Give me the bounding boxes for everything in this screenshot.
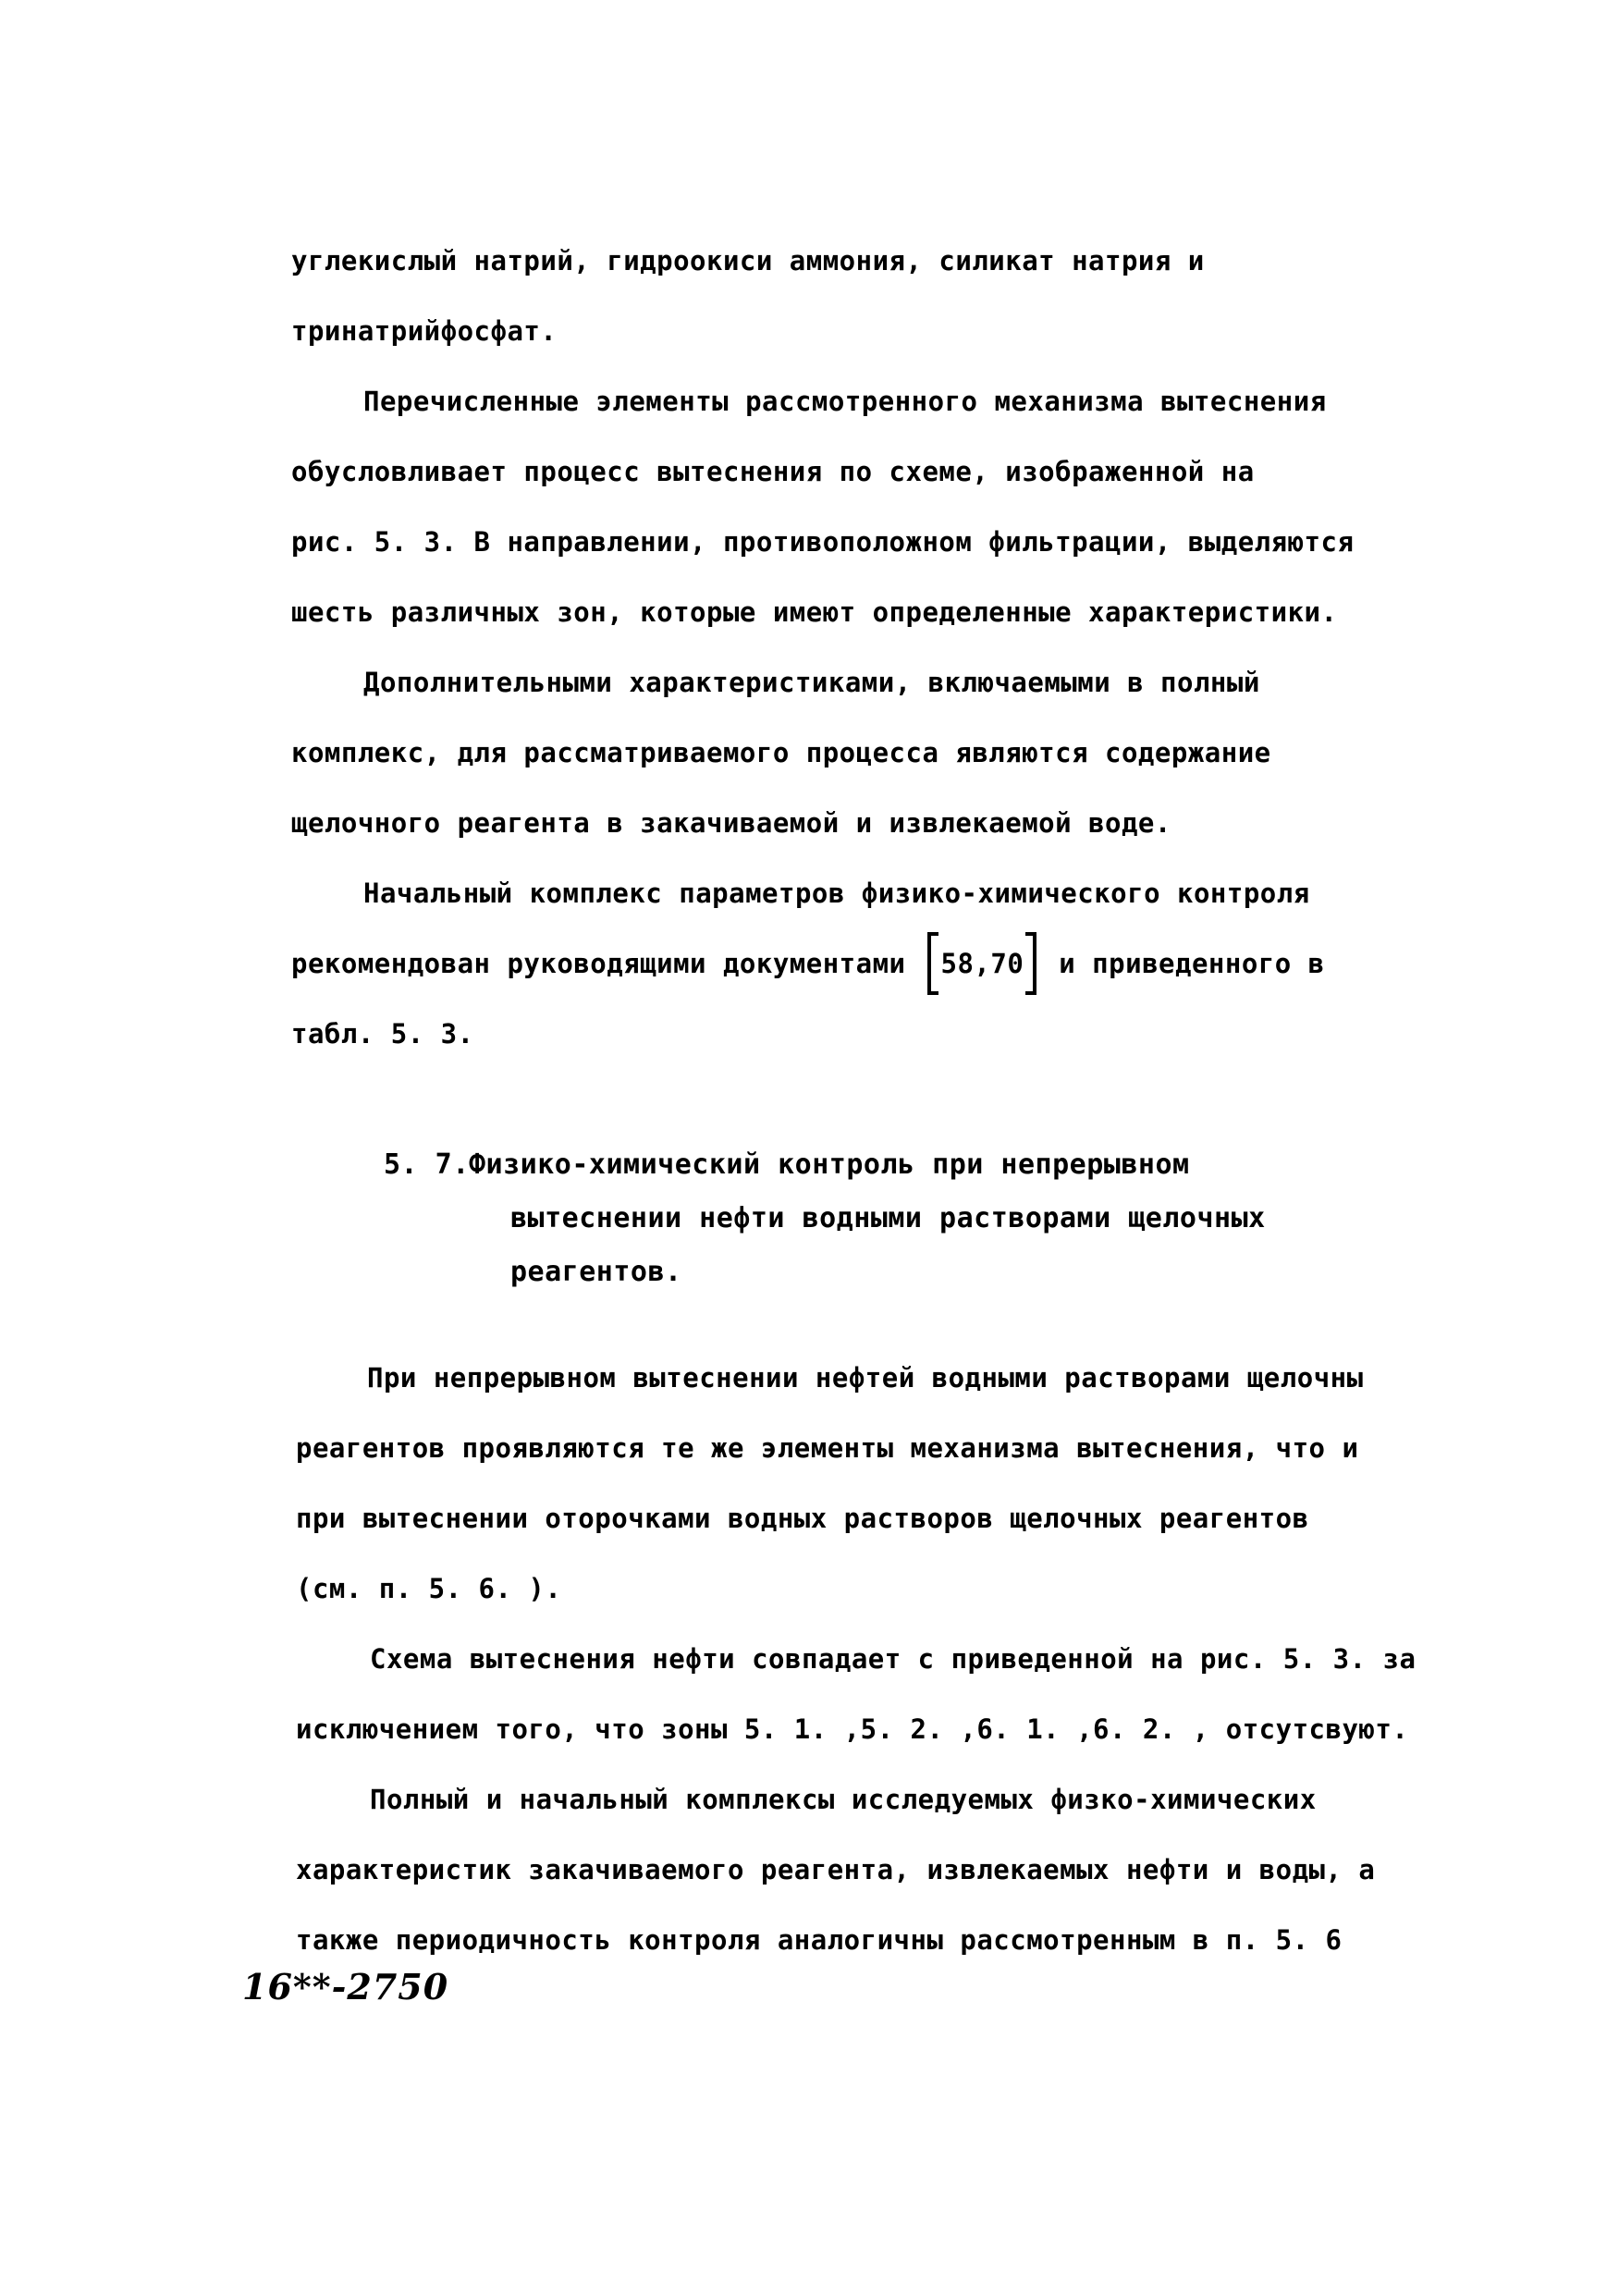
p2-line-1: Перечисленные элементы рассмотренного механизма вытеснения bbox=[363, 386, 1327, 417]
p2-line-4: шесть различных зон, которые имеют определенные характеристики. bbox=[291, 596, 1338, 628]
p5-line-2: реагентов проявляются те же элементы механизма вытеснения, что и bbox=[296, 1432, 1359, 1464]
p4-line-3: табл. 5. 3. bbox=[291, 1018, 474, 1050]
section-title-line-1: Физико-химический контроль при непрерывном bbox=[469, 1148, 1190, 1181]
section-number: 5. 7. bbox=[384, 1148, 470, 1181]
section-title-line-2: вытеснении нефти водными растворами щелочных bbox=[510, 1202, 1266, 1234]
section-title-line-3: реагентов. bbox=[510, 1256, 682, 1288]
p6-line-1: Схема вытеснения нефти совпадает с приведенной на рис. 5. 3. за bbox=[370, 1643, 1417, 1675]
p5-line-3: при вытеснении оторочками водных растворов щелочных реагентов bbox=[296, 1503, 1309, 1534]
p7-line-2: характеристик закачиваемого реагента, извлекаемых нефти и воды, а bbox=[296, 1854, 1376, 1885]
p7-line-3: также периодичность контроля аналогичны рассмотренным в п. 5. 6 bbox=[296, 1924, 1343, 1956]
p1-line-1: углекислый натрий, гидроокиси аммония, силикат натрия и bbox=[291, 245, 1205, 276]
citation-numbers: 58,70 bbox=[940, 948, 1024, 979]
p2-line-3: рис. 5. 3. В направлении, противоположном фильтрации, выделяются bbox=[291, 526, 1355, 558]
p3-line-1: Дополнительными характеристиками, включаемыми в полный bbox=[363, 667, 1260, 698]
handwritten-note: 16**-2750 bbox=[242, 1966, 449, 2007]
p3-line-3: щелочного реагента в закачиваемой и извлекаемой воде. bbox=[291, 807, 1171, 839]
p3-line-2: комплекс, для рассматриваемого процесса являются содержание bbox=[291, 737, 1271, 768]
p5-line-1: При непрерывном вытеснении нефтей водными растворами щелочны bbox=[367, 1362, 1364, 1394]
citation-reference bbox=[927, 945, 1036, 982]
p1-line-2: тринатрийфосфат. bbox=[291, 315, 558, 347]
p7-line-1: Полный и начальный комплексы исследуемых физко-химических bbox=[370, 1784, 1317, 1815]
p5-line-4: (см. п. 5. 6. ). bbox=[296, 1573, 562, 1604]
p4-line-2-tail: и приведенного в bbox=[1059, 948, 1325, 979]
p4-line-2 bbox=[291, 945, 1325, 982]
p6-line-2: исключением того, что зоны 5. 1. ,5. 2. ,6. 1. ,6. 2. , отсутсвуют. bbox=[296, 1713, 1409, 1745]
p2-line-2: обусловливает процесс вытеснения по схеме, изображенной на bbox=[291, 456, 1255, 487]
p4-line-1: Начальный комплекс параметров физико-химического контроля bbox=[363, 878, 1310, 909]
p4-line-2-text: рекомендован руководящими документами bbox=[291, 948, 906, 979]
